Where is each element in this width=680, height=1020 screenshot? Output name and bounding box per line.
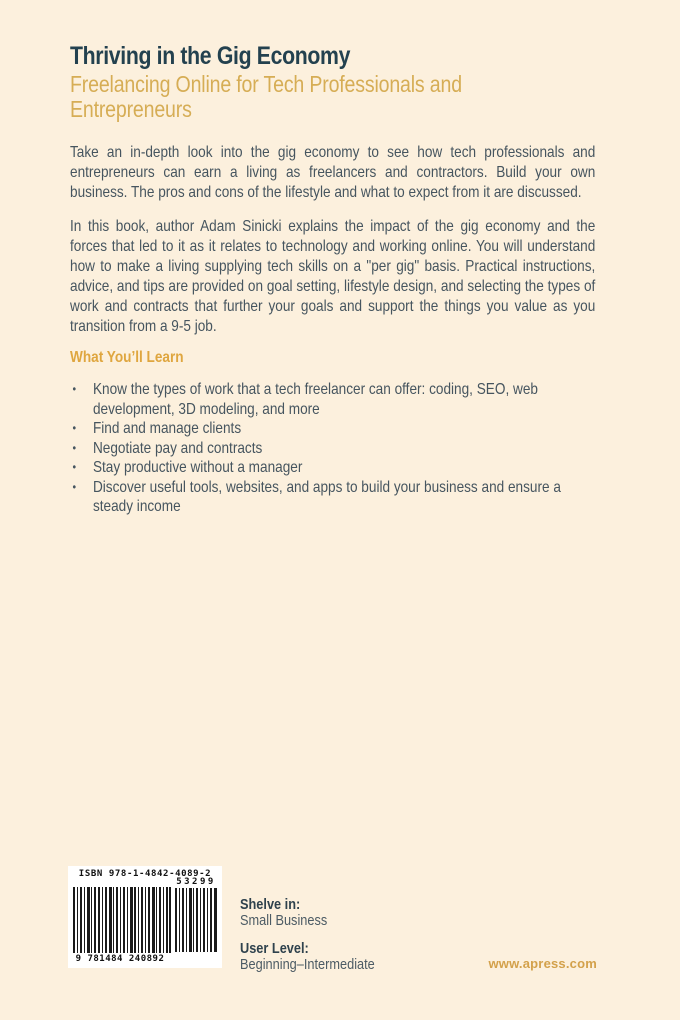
isbn-barcode-block: [68, 866, 222, 968]
shelving-info: [240, 897, 434, 985]
learn-bullet-list: [70, 380, 595, 517]
user-level-value: Beginning–Intermediate: [240, 957, 375, 973]
shelve-in-value: Small Business: [240, 913, 328, 929]
supplement-barcode: [175, 888, 217, 952]
price-code: 53299: [176, 877, 216, 887]
isbn-number: ISBN 978-1-4842-4089-2: [78, 869, 212, 879]
ean-digits: 9 781484 240892: [68, 954, 172, 964]
user-level-label: User Level:: [240, 941, 309, 957]
book-title: Thriving in the Gig Economy: [70, 42, 351, 70]
book-subtitle: Freelancing Online for Tech Professionals and Entrepreneurs: [70, 71, 462, 122]
description-paragraph-2: In this book, author Adam Sinicki explains the impact of the gig economy and the forces that led to it as it relates to technology and working online. You will understand how to make a living supplying tech skills on a "per gig" basis. Practical instructions, advice, and tips are provided on goal setting, lifestyle design, and selecting the types of work and contracts that further your goals and support the things you value as you transition from a 9-5 job.: [70, 218, 596, 335]
shelve-in-label: Shelve in:: [240, 897, 301, 913]
what-youll-learn-heading: What You’ll Learn: [70, 349, 184, 366]
learn-item: • Negotiate pay and contracts: [70, 439, 595, 459]
shelve-in-group: [240, 897, 434, 929]
learn-item: • Know the types of work that a tech freelancer can offer: coding, SEO, web development, 3D modeling, and more: [70, 380, 595, 419]
learn-item: • Stay productive without a manager: [70, 458, 595, 478]
learn-item: • Find and manage clients: [70, 419, 595, 439]
publisher-website: www.apress.com: [488, 956, 597, 971]
description-paragraph-1: Take an in-depth look into the gig economy to see how tech professionals and entrepreneurs can earn a living as freelancers and contractors. Build your own business. The pros and cons of the lifestyle and what to expect from it are discussed.: [70, 144, 596, 201]
user-level-group: [240, 941, 434, 973]
learn-item: • Discover useful tools, websites, and apps to build your business and ensure a steady income: [70, 478, 595, 517]
ean-barcode: [73, 887, 171, 953]
cover-text-column: [70, 42, 595, 517]
